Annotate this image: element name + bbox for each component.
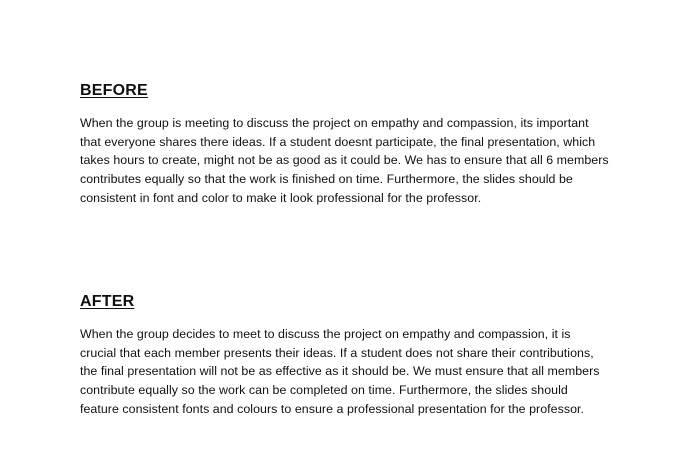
after-paragraph: When the group decides to meet to discuss the project on empathy and compassion, it is crucial that each member presents their ideas. If a student does not share their contributions, the final presentation will not be as effective as it should be. We must ensure that all members contribute equally so the work can be completed on time. Furthermore, the slides should feature consistent fonts and colours to ensure a professional presentation for the professor. [80,327,600,416]
after-heading: AFTER [80,293,135,310]
after-section [80,292,610,419]
before-section [80,81,610,208]
before-paragraph: When the group is meeting to discuss the project on empathy and compassion, its important that everyone shares there ideas. If a student doesnt participate, the final presentation, which takes hours to create, might not be as good as it could be. We has to ensure that all 6 members contributes equally so that the work is finished on time. Furthermore, the slides should be consistent in font and color to make it look professional for the professor. [80,116,609,205]
before-heading: BEFORE [80,82,148,99]
